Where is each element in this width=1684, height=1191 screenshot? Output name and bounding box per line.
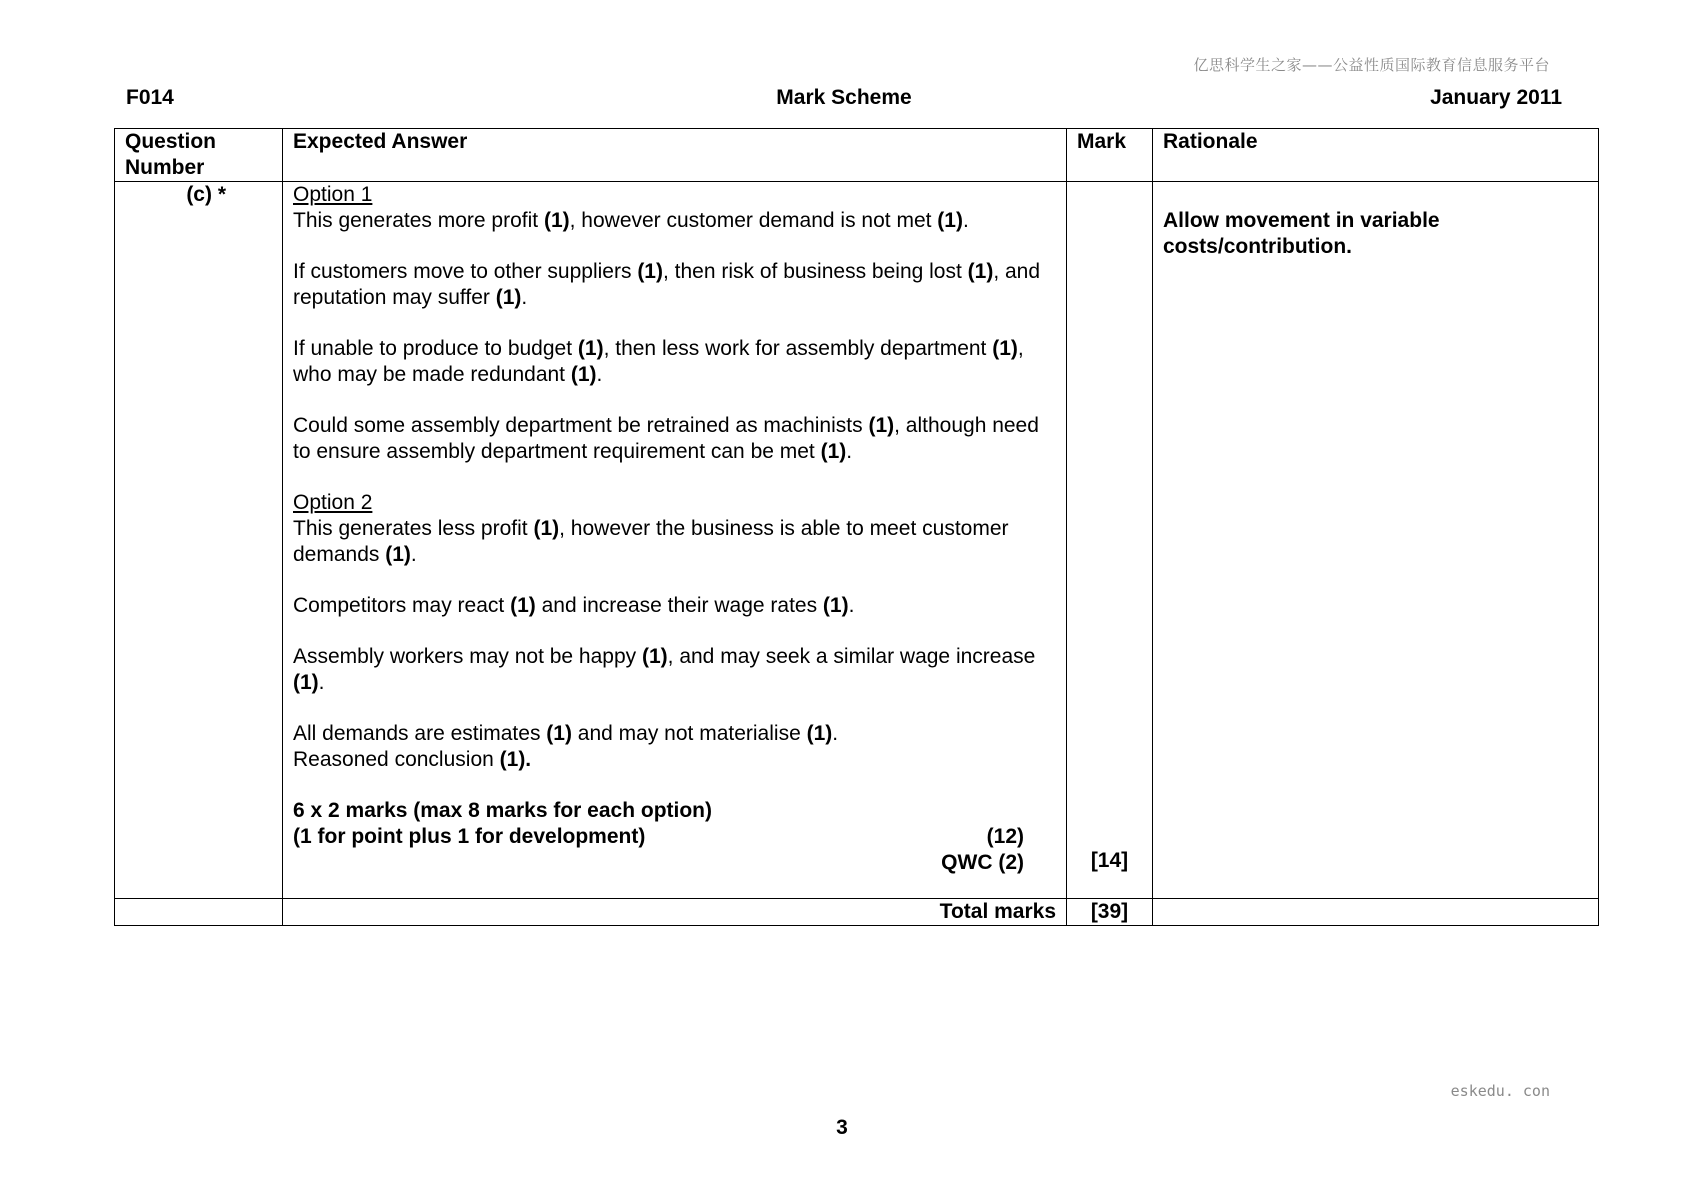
question-mark: [14] bbox=[1090, 849, 1129, 872]
mark-token: (1) bbox=[533, 517, 560, 540]
mark-token: (1) bbox=[637, 260, 663, 283]
answer-text: , although need to ensure assembly department requirement can be met bbox=[293, 414, 1039, 463]
marks-line-2-text: (1 for point plus 1 for development) bbox=[293, 825, 646, 848]
page-header bbox=[126, 86, 1562, 114]
mark-token: (1) bbox=[495, 286, 522, 309]
mark-cell bbox=[1067, 182, 1153, 899]
answer-text: and increase their wage rates bbox=[535, 594, 823, 617]
answer-point bbox=[293, 208, 1056, 234]
answer-text: , and reputation may suffer bbox=[293, 260, 1041, 309]
answer-text: . bbox=[318, 671, 325, 694]
mark-token: (1) bbox=[822, 594, 849, 617]
answer-point bbox=[293, 259, 1056, 311]
mark-token: (1) bbox=[820, 440, 847, 463]
answer-text: , then risk of business being lost bbox=[662, 260, 968, 283]
answer-text: . bbox=[846, 440, 853, 463]
column-header-answer: Expected Answer bbox=[283, 129, 1067, 182]
question-number: (c) * bbox=[115, 182, 283, 899]
column-header-question-line1: Question bbox=[125, 130, 217, 153]
conclusion-line bbox=[293, 747, 1056, 773]
answer-text: Assembly workers may not be happy bbox=[293, 645, 642, 668]
rationale: Allow movement in variable costs/contribution. bbox=[1153, 182, 1599, 899]
exam-date: January 2011 bbox=[1430, 86, 1562, 109]
option1-points bbox=[293, 208, 1056, 465]
mark-token: (1) bbox=[543, 209, 570, 232]
option2-points bbox=[293, 516, 1056, 696]
page-number: 3 bbox=[836, 1116, 848, 1139]
mark-token: (1) bbox=[577, 337, 604, 360]
answer-text: , who may be made redundant bbox=[293, 337, 1024, 386]
answer-text: Reasoned conclusion bbox=[293, 748, 500, 771]
mark-token: (1) bbox=[641, 645, 668, 668]
answer-text: , and may seek a similar wage increase bbox=[667, 645, 1036, 668]
option1-heading: Option 1 bbox=[293, 183, 373, 206]
answer-text: This generates more profit bbox=[293, 209, 544, 232]
watermark-footer: eskedu. con bbox=[1450, 1082, 1550, 1100]
marks-allocation bbox=[293, 798, 1056, 898]
mark-token: (1) bbox=[992, 337, 1018, 360]
column-header-question bbox=[115, 129, 283, 182]
column-header-question-line2: Number bbox=[125, 156, 205, 179]
answer-text: Could some assembly department be retrained as machinists bbox=[293, 414, 869, 437]
column-header-mark: Mark bbox=[1067, 129, 1153, 182]
mark-token: (1) bbox=[806, 722, 833, 745]
answer-point bbox=[293, 336, 1056, 388]
answer-text: , however customer demand is not met bbox=[569, 209, 938, 232]
answer-point bbox=[293, 413, 1056, 465]
table-row bbox=[115, 182, 1599, 899]
watermark-header: 亿思科学生之家——公益性质国际教育信息服务平台 bbox=[1193, 56, 1550, 74]
answer-text: Competitors may react bbox=[293, 594, 511, 617]
answer-text: If customers move to other suppliers bbox=[293, 260, 638, 283]
answer-point bbox=[293, 593, 1056, 619]
marks-line-2 bbox=[293, 824, 1056, 850]
mark-scheme-table bbox=[114, 128, 1599, 926]
total-label: Total marks bbox=[283, 899, 1067, 926]
mark-token: (1). bbox=[499, 748, 532, 771]
mark-token: (1) bbox=[510, 594, 536, 617]
estimates-line bbox=[293, 721, 1056, 747]
paper-code: F014 bbox=[126, 86, 174, 109]
total-empty-cell-1 bbox=[115, 899, 283, 926]
answer-text: . bbox=[962, 209, 969, 232]
answer-text: . bbox=[410, 543, 417, 566]
marks-line-1: 6 x 2 marks (max 8 marks for each option) bbox=[293, 799, 713, 822]
answer-text: , however the business is able to meet customer demands bbox=[293, 517, 1009, 566]
mark-token: (1) bbox=[385, 543, 411, 566]
answer-text: . bbox=[832, 722, 839, 745]
qwc-mark: QWC (2) bbox=[941, 851, 1024, 874]
total-empty-cell-2 bbox=[1153, 899, 1599, 926]
page-title: Mark Scheme bbox=[776, 86, 912, 109]
answer-text: This generates less profit bbox=[293, 517, 534, 540]
column-header-rationale: Rationale bbox=[1153, 129, 1599, 182]
total-row bbox=[115, 899, 1599, 926]
answer-point bbox=[293, 516, 1056, 568]
expected-answer bbox=[283, 182, 1067, 899]
answer-text: . bbox=[848, 594, 855, 617]
mark-token: (1) bbox=[570, 363, 597, 386]
answer-text: , then less work for assembly department bbox=[603, 337, 993, 360]
marks-line-2-value: (12) bbox=[986, 825, 1024, 848]
answer-text: and may not materialise bbox=[571, 722, 807, 745]
answer-point bbox=[293, 644, 1056, 696]
answer-text: If unable to produce to budget bbox=[293, 337, 578, 360]
table-header-row bbox=[115, 129, 1599, 182]
answer-text: . bbox=[521, 286, 528, 309]
option2-heading: Option 2 bbox=[293, 491, 373, 514]
mark-token: (1) bbox=[868, 414, 895, 437]
mark-token: (1) bbox=[937, 209, 963, 232]
answer-text: All demands are estimates bbox=[293, 722, 547, 745]
mark-token: (1) bbox=[293, 671, 319, 694]
mark-token: (1) bbox=[546, 722, 572, 745]
total-value: [39] bbox=[1067, 899, 1153, 926]
answer-text: . bbox=[596, 363, 603, 386]
mark-token: (1) bbox=[967, 260, 994, 283]
